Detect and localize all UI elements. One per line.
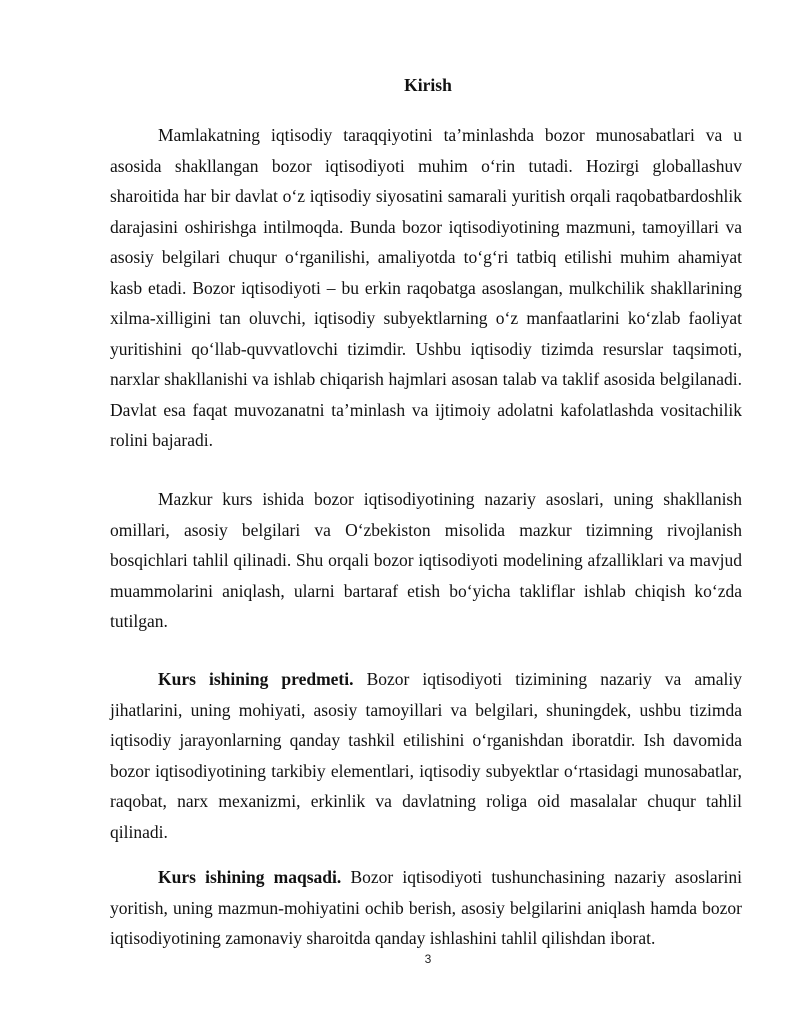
paragraph-lead: Kurs ishining predmeti. [158,669,354,689]
paragraph-course-scope [110,484,742,637]
paragraph-introduction [110,120,742,456]
paragraph-text: Bozor iqtisodiyoti tushunchasining nazariy asoslarini yoritish, uning mazmun-mohiyatini ochib berish, asosiy belgilarini aniqlash hamda bozor iqtisodiyotining zamonaviy sharoitda qanday ishlashini tahlil qilishdan iborat. [110,867,743,948]
paragraph-text: Mazkur kurs ishida bozor iqtisodiyotining nazariy asoslari, uning shakllanish omillari, asosiy belgilari va O‘zbekiston misolida mazkur tizimning rivojlanish bosqichlari tahlil qilinadi. Shu orqali bozor iqtisodiyoti modelining afzalliklari va mavjud muammolarini aniqlash, ularni bartaraf etish bo‘yicha takliflar ishlab chiqish ko‘zda tutilgan. [110,489,742,631]
page-number: 3 [424,952,432,966]
paragraph-course-goal [110,862,742,954]
paragraph-course-subject [110,664,742,847]
paragraph-lead: Kurs ishining maqsadi. [158,867,342,887]
paragraph-text: Mamlakatning iqtisodiy taraqqiyotini ta’minlashda bozor munosabatlari va u asosida shakllangan bozor iqtisodiyoti muhim o‘rin tutadi. Hozirgi globallashuv sharoitida har bir davlat o‘z iqtisodiy siyosatini samarali yuritish orqali raqobatbardoshlik darajasini oshirishga intilmoqda. Bunda bozor iqtisodiyotining mazmuni, tamoyillari va asosiy belgilari chuqur o‘rganilishi, amaliyotda to‘g‘ri tatbiq etilishi muhim ahamiyat kasb etadi. Bozor iqtisodiyoti – bu erkin raqobatga asoslangan, mulkchilik shakllarining xilma-xilligini tan oluvchi, iqtisodiy subyektlarning o‘z manfaatlarini ko‘zlab faoliyat yuritishini qo‘llab-quvvatlovchi tizimdir. Ushbu iqtisodiy tizimda resurslar taqsimoti, narxlar shakllanishi va ishlab chiqarish hajmlari asosan talab va taklif asosida belgilanadi. Davlat esa faqat muvozanatni ta’minlash va ijtimoiy adolatni kafolatlashda vositachilik rolini bajaradi. [110,125,742,450]
paragraph-text: Bozor iqtisodiyoti tizimining nazariy va amaliy jihatlarini, uning mohiyati, asosiy tamoyillari va belgilari, shuningdek, ushbu tizimda iqtisodiy jarayonlarning qanday tashkil etilishini o‘rganishdan iboratdir. Ish davomida bozor iqtisodiyotining tarkibiy elementlari, iqtisodiy subyektlar o‘rtasidagi munosabatlar, raqobat, narx mexanizmi, erkinlik va davlatning roliga oid masalalar chuqur tahlil qilinadi. [110,669,742,842]
section-title: Kirish [404,75,452,95]
